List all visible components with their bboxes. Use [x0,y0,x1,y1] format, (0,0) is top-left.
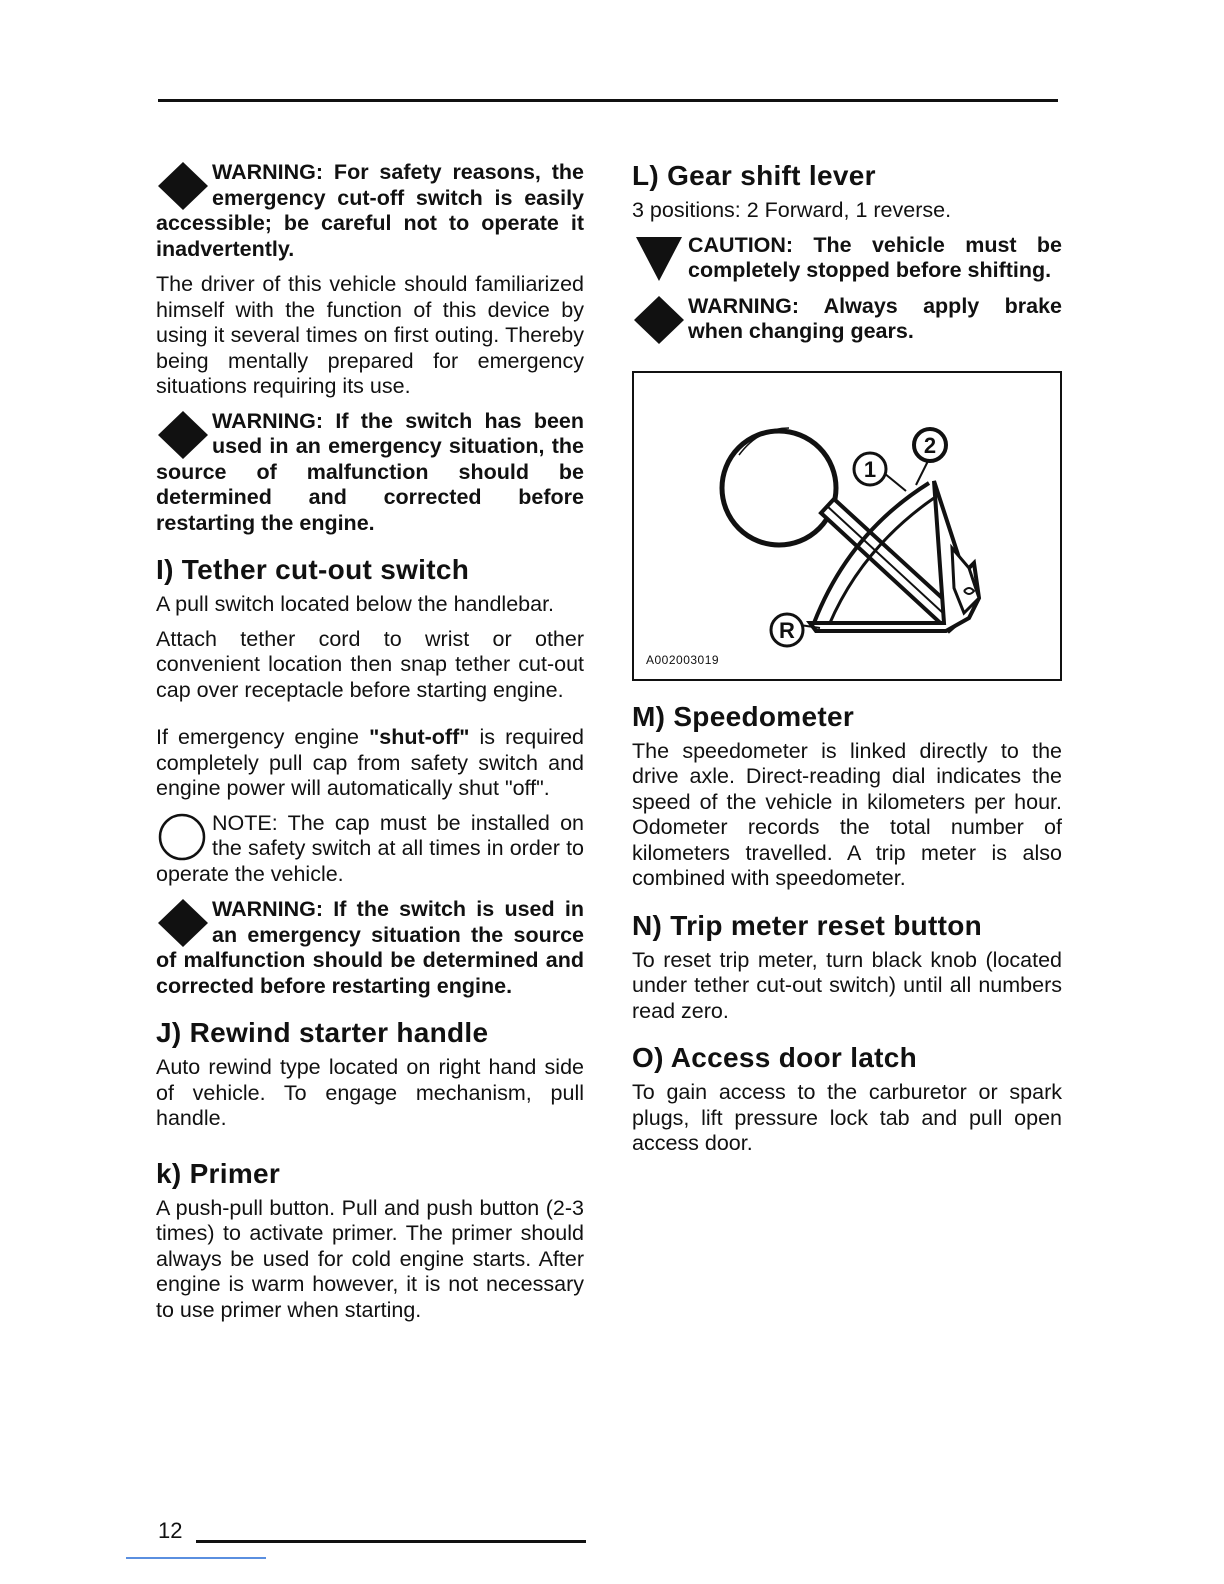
section-heading-k: k) Primer [156,1157,281,1189]
bottom-rule [196,1540,586,1543]
section-heading-l: L) Gear shift lever [632,160,876,191]
warning-block [156,160,584,262]
top-rule [158,99,1058,102]
page-number: 12 [158,1518,183,1543]
paragraph: 3 positions: 2 Forward, 1 reverse. [632,198,952,222]
paragraph: Attach tether cord to wrist or other convenient location then snap tether cut-out cap over receptacle before starting engine. [156,626,584,702]
paragraph [156,725,584,802]
position-2-label: 2 [923,432,937,458]
warning-text: WARNING: For safety reasons, the emergency cut-off switch is easily accessible; be careful not to operate it inadvertently. [156,160,584,261]
footer [158,1518,182,1544]
paragraph: The speedometer is linked directly to the drive axle. Direct-reading dial indicates the speed of the vehicle in kilometers per hour. Odometer records the total number of kilometers travelled. A trip meter is also combined with speedometer. [632,738,1062,890]
paragraph-part: is required completely pull cap from safety switch and engine power will automatically shut "off". [156,725,584,800]
section-heading-o: O) Access door latch [632,1042,918,1073]
paragraph: Auto rewind type located on right hand side of vehicle. To engage mechanism, pull handle. [156,1055,584,1130]
gear-shift-figure [632,371,1062,681]
note-block [156,811,584,888]
paragraph: To reset trip meter, turn black knob (located under tether cut-out switch) until all numbers read zero. [632,947,1062,1023]
note-text: NOTE: The cap must be installed on the safety switch at all times in order to operate the vehicle. [156,810,584,886]
note-circle-icon [156,811,212,861]
caution-triangle-icon [632,233,688,283]
warning-text: WARNING: If the switch is used in an emergency situation the source of malfunction should be determined and corrected before restarting engine. [156,897,584,998]
left-column [156,160,584,1332]
warning-text: WARNING: Always apply brake when changing gears. [688,293,1062,343]
section-heading-m: M) Speedometer [632,700,855,732]
figure-code: A002003019 [646,652,720,667]
blue-line [126,1557,266,1559]
section-heading-i: I) Tether cut-out switch [156,554,470,585]
paragraph: A pull switch located below the handlebar. [156,592,555,616]
paragraph: To gain access to the carburetor or spark plugs, lift pressure lock tab and pull open access door. [632,1080,1062,1155]
paragraph-part: If emergency engine [156,725,370,749]
warning-text: WARNING: If the switch has been used in an emergency situation, the source of malfunction should be determined and corrected before restarting the engine. [156,408,584,535]
section-heading-n: N) Trip meter reset button [632,909,983,941]
gear-shift-lever-illustration [634,373,1060,679]
position-1-label: 1 [863,456,877,482]
warning-diamond-icon [156,409,212,459]
paragraph: The driver of this vehicle should familiarized himself with the function of this device by using it several times on first outing. Thereby being mentally prepared for emergency situations requiring its use. [156,272,584,398]
warning-block [156,409,584,537]
right-column [632,160,1062,1166]
warning-diamond-icon [156,897,212,947]
section-heading-j: J) Rewind starter handle [156,1017,489,1048]
paragraph: A push-pull button. Pull and push button (2-3 times) to activate primer. The primer should always be used for cold engine starts. After engine is warm however, it is not necessary to use primer when starting. [156,1195,584,1322]
caution-text: CAUTION: The vehicle must be completely stopped before shifting. [688,232,1062,282]
reverse-label: R [779,617,795,643]
warning-diamond-icon [156,160,212,210]
warning-block [156,897,584,999]
warning-block [632,294,1062,345]
shut-off-term: "shut-off" [369,725,470,749]
caution-block [632,233,1062,284]
warning-diamond-icon [632,294,688,344]
